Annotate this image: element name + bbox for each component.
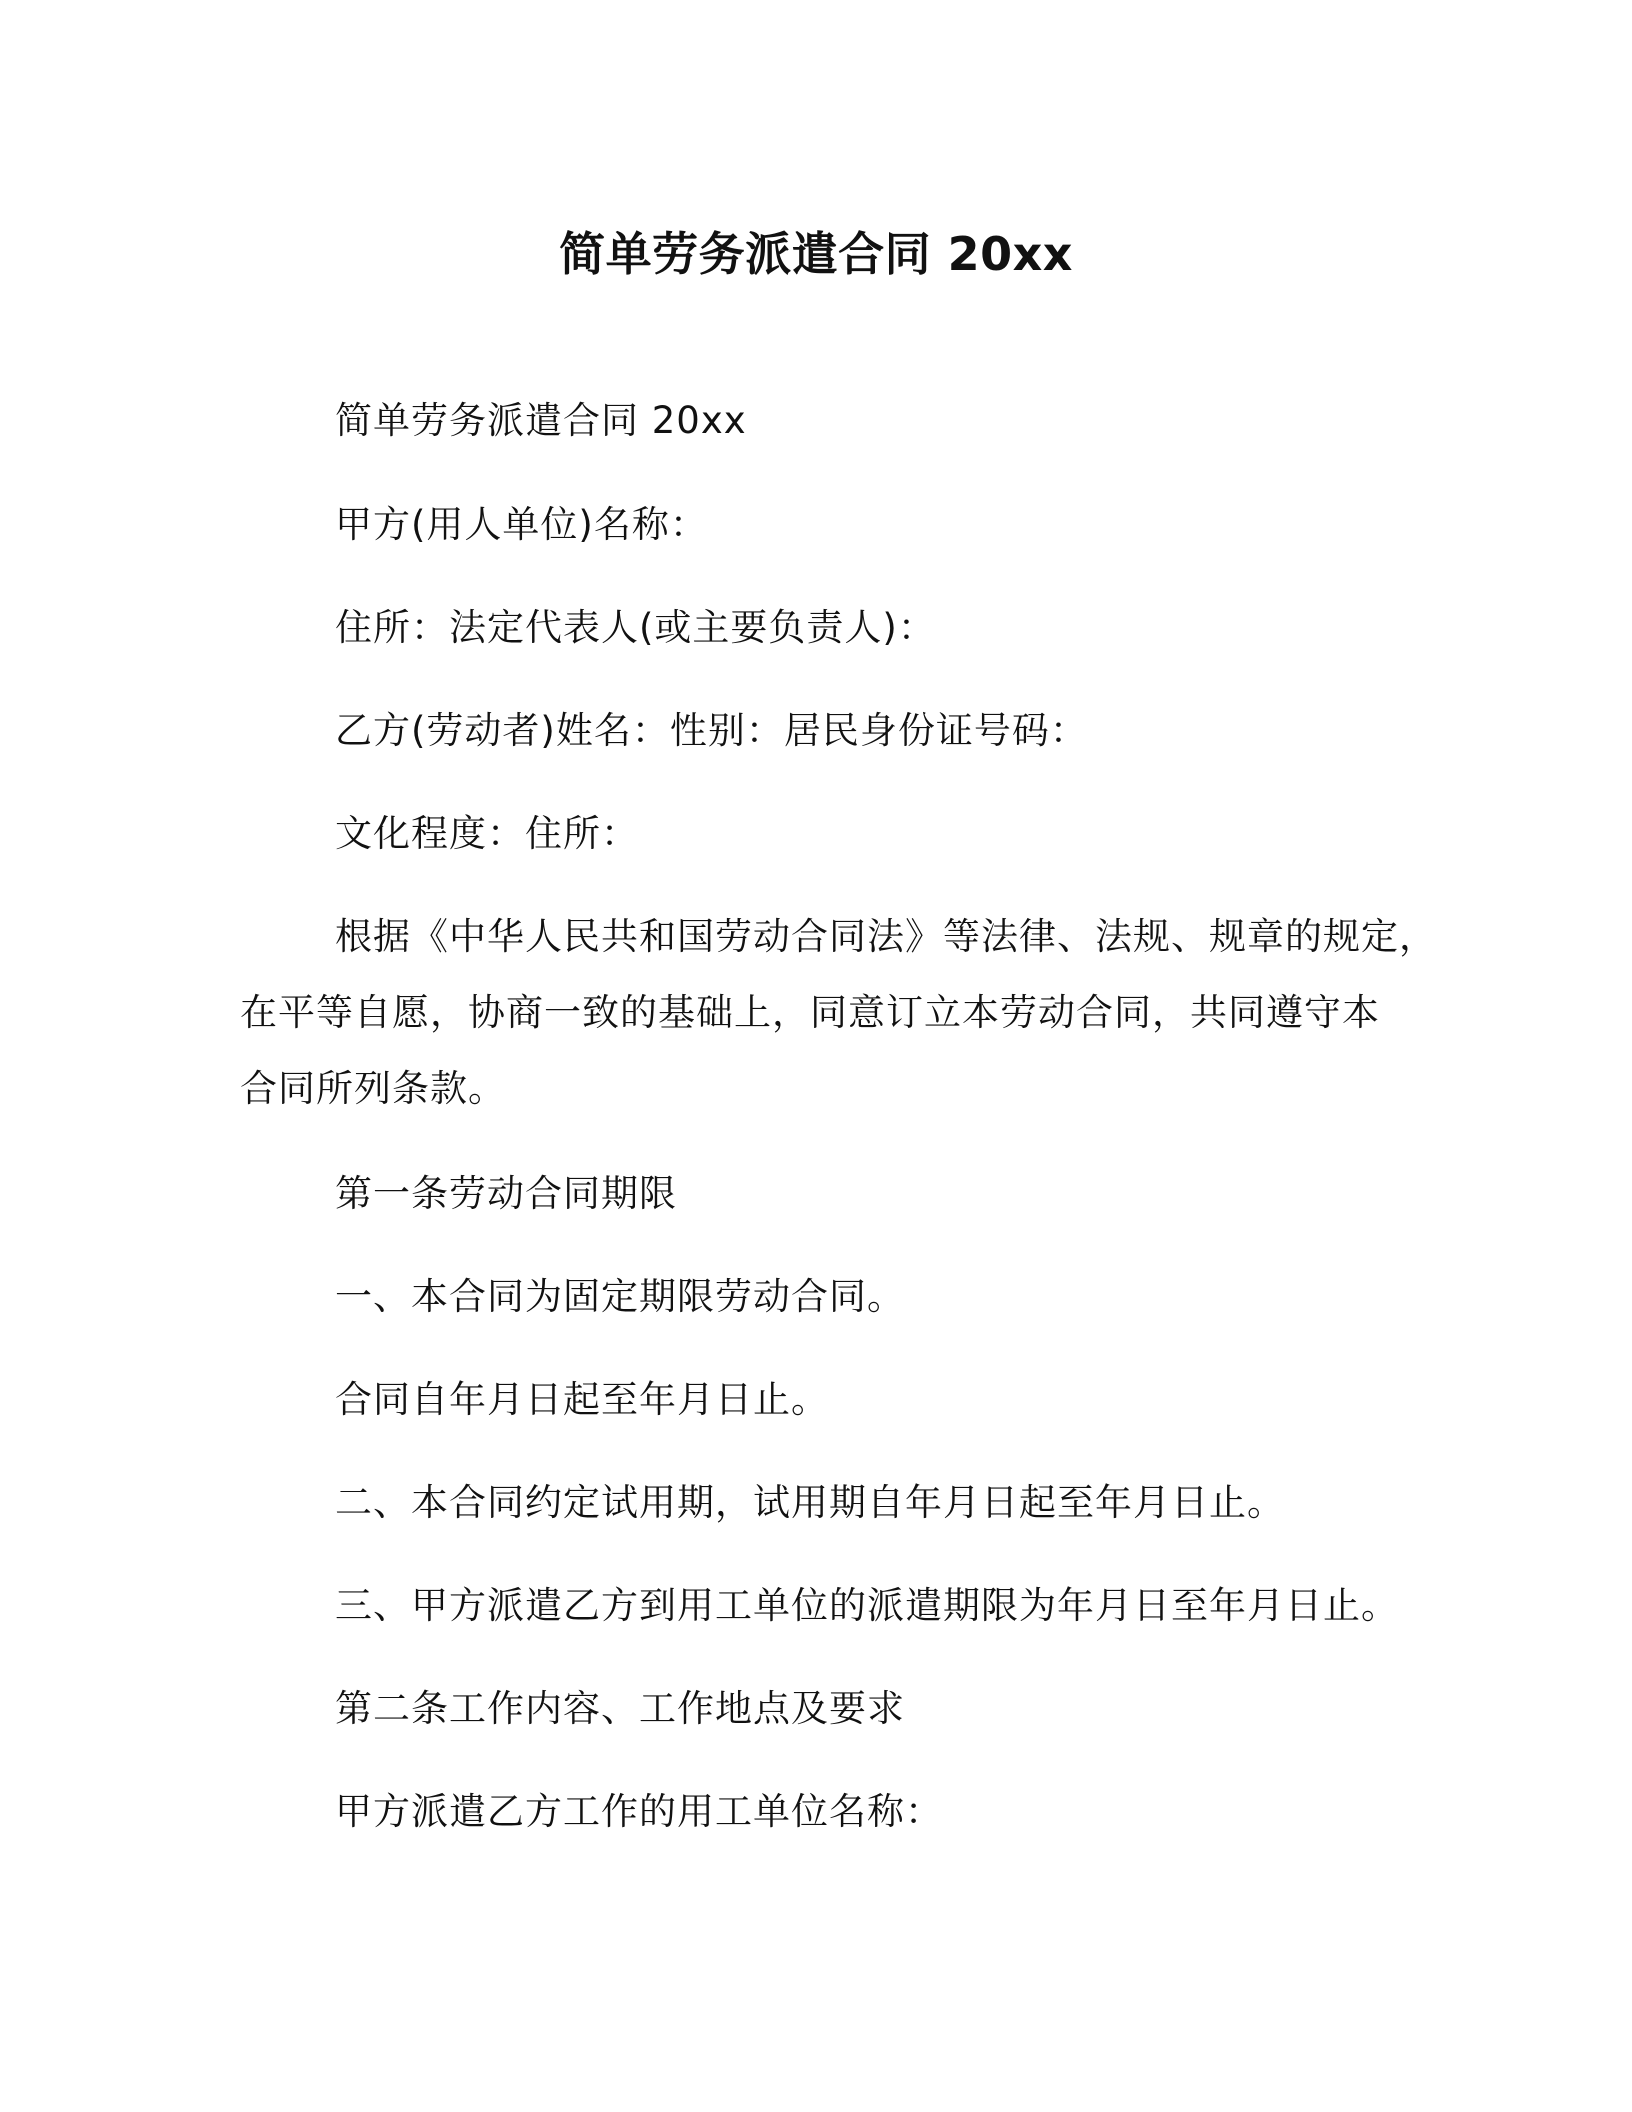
paragraph-party-a-address: 住所：法定代表人(或主要负责人)：: [335, 606, 936, 649]
paragraph-party-b-info: 乙方(劳动者)姓名：性别：居民身份证号码：: [335, 709, 1088, 752]
preamble-line: 在平等自愿，协商一致的基础上，同意订立本劳动合同，共同遵守本: [240, 991, 1380, 1034]
paragraph-contract-name: 简单劳务派遣合同 20xx: [335, 399, 747, 442]
clause-item: 二、本合同约定试用期，试用期自年月日起至年月日止。: [335, 1481, 1285, 1524]
document-title: 简单劳务派遣合同 20xx: [559, 227, 1073, 281]
clause-item: 甲方派遣乙方工作的用工单位名称：: [335, 1790, 943, 1833]
preamble-line: 根据《中华人民共和国劳动合同法》等法律、法规、规章的规定，: [335, 915, 1437, 958]
paragraph-party-a-name: 甲方(用人单位)名称：: [335, 503, 708, 546]
paragraph-party-b-education: 文化程度：住所：: [335, 812, 639, 855]
clause-item: 三、甲方派遣乙方到用工单位的派遣期限为年月日至年月日止。: [335, 1584, 1399, 1627]
preamble-line: 合同所列条款。: [240, 1067, 506, 1110]
clause-heading-term: 第一条劳动合同期限: [335, 1172, 677, 1215]
clause-item: 合同自年月日起至年月日止。: [335, 1378, 829, 1421]
clause-heading-work: 第二条工作内容、工作地点及要求: [335, 1687, 905, 1730]
clause-item: 一、本合同为固定期限劳动合同。: [335, 1275, 905, 1318]
preamble-paragraph: [240, 913, 1437, 1141]
